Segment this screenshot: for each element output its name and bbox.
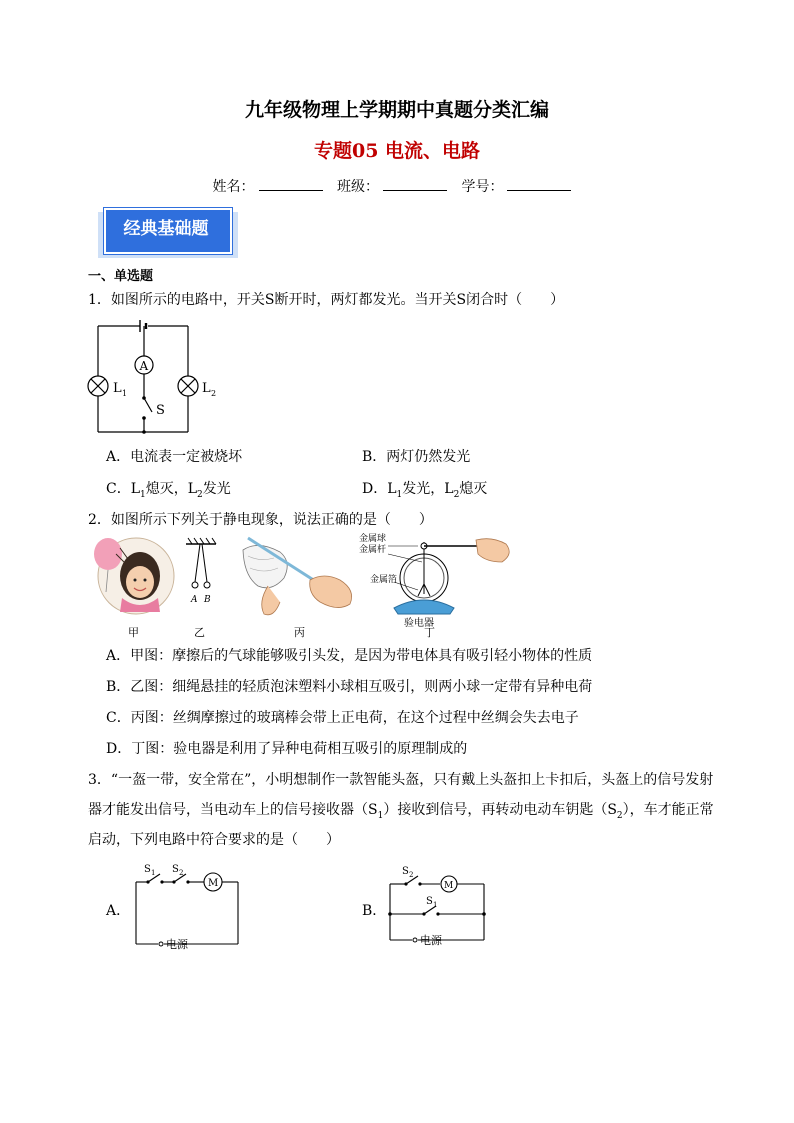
metal-ball-label: 金属球: [359, 534, 387, 544]
section-title: 一、单选题: [88, 269, 154, 284]
q3-line2: [88, 800, 714, 826]
figure-ding: [388, 539, 509, 614]
figure-bing: [243, 538, 352, 615]
page-subtitle: 专题05 电流、电路: [313, 140, 481, 162]
switch-label: S: [156, 403, 165, 418]
q1-c-mid: 熄灭，L: [145, 481, 198, 497]
q1-d-sub2: 2: [453, 489, 460, 500]
figure-jia: [94, 538, 174, 614]
q3-option-a[interactable]: A．: [106, 903, 131, 919]
lamp2-label: L: [202, 381, 211, 396]
fig-ding-label: 丁: [424, 626, 435, 638]
q3-line2-mid: ）接收到信号，再转动电动车钥匙（S: [383, 802, 617, 818]
fig-yi-label: 乙: [194, 626, 205, 638]
a-power-label: 电源: [166, 938, 188, 951]
ammeter-label: A: [139, 359, 149, 373]
b-s1-label: S: [426, 896, 433, 907]
a-motor-label: M: [208, 878, 219, 889]
figure-yi: [186, 538, 216, 588]
name-label: 姓名：: [212, 179, 255, 195]
section-banner: [98, 208, 238, 258]
electroscope-label: 验电器: [404, 618, 434, 629]
q3-circuit-b[interactable]: [384, 862, 494, 950]
ball-a-label: A: [191, 595, 198, 605]
q1-option-d[interactable]: [362, 478, 487, 500]
q1-c-text: C．L: [106, 481, 141, 497]
b-power-label: 电源: [420, 934, 442, 947]
a-s1-sub: 1: [151, 869, 156, 877]
metal-rod-label: 金属杆: [359, 545, 387, 555]
q1-d-post: 熄灭: [459, 481, 488, 497]
a-s2-label: S: [172, 864, 179, 875]
q3-line2-sub1: 1: [377, 810, 384, 821]
student-info-line: [0, 176, 794, 196]
q3-circuit-a[interactable]: [126, 860, 246, 952]
q2-option-d[interactable]: D．丁图：验电器是利用了异种电荷相互吸引的原理制成的: [106, 741, 468, 757]
q2-option-b[interactable]: B．乙图：细绳悬挂的轻质泡沫塑料小球相互吸引，则两小球一定带有异种电荷: [106, 679, 593, 695]
q3-line3: 启动，下列电路中符合要求的是（ ）: [88, 832, 340, 848]
ball-b-label: B: [204, 595, 211, 605]
q1-c-post: 发光: [202, 481, 231, 497]
q1-option-b[interactable]: B．两灯仍然发光: [362, 449, 471, 465]
name-blank: [259, 178, 323, 191]
a-s1-label: S: [144, 864, 151, 875]
q1-option-c[interactable]: [106, 478, 231, 500]
q3-line1: 3．“一盔一带，安全常在”，小明想制作一款智能头盔，只有戴上头盔扣上卡扣后，头盔上的信号发射: [88, 772, 714, 788]
lamp2-sub: 2: [211, 389, 217, 398]
q2-stem: 2．如图所示下列关于静电现象，说法正确的是（ ）: [88, 512, 433, 528]
q1-d-sub1: 1: [396, 489, 403, 500]
q1-c-sub2: 2: [197, 489, 203, 500]
class-blank: [383, 178, 447, 191]
id-label: 学号：: [461, 179, 504, 195]
q2-figures: [88, 532, 528, 638]
q3-line2-sub2: 2: [616, 810, 623, 821]
metal-foil-label: 金属箔: [370, 575, 398, 585]
q1-c-sub1: 1: [140, 489, 146, 500]
q1-d-text: D．L: [362, 481, 397, 497]
page-title: 九年级物理上学期期中真题分类汇编: [244, 99, 549, 121]
fig-bing-label: 丙: [294, 626, 305, 638]
q1-circuit-diagram: [86, 318, 226, 440]
a-s2-sub: 2: [179, 869, 184, 877]
id-blank: [507, 178, 571, 191]
fig-jia-label: 甲: [128, 626, 139, 638]
b-s1-sub: 1: [433, 901, 438, 909]
class-label: 班级：: [337, 179, 379, 195]
q1-option-a[interactable]: A．电流表一定被烧坏: [106, 449, 243, 465]
q1-d-mid: 发光，L: [402, 481, 454, 497]
lamp1-label: L: [113, 381, 122, 396]
q2-option-c[interactable]: C．丙图：丝绸摩擦过的玻璃棒会带上正电荷，在这个过程中丝绸会失去电子: [106, 710, 579, 726]
b-s2-label: S: [402, 866, 409, 877]
q1-stem: 1．如图所示的电路中，开关S断开时，两灯都发光。当开关S闭合时（ ）: [88, 292, 565, 308]
q3-line2-post: ），车才能正常: [622, 802, 714, 818]
q2-option-a[interactable]: A．甲图：摩擦后的气球能够吸引头发，是因为带电体具有吸引轻小物体的性质: [106, 648, 593, 664]
q3-option-b[interactable]: B．: [362, 903, 387, 919]
banner-text: 经典基础题: [123, 219, 209, 239]
b-s2-sub: 2: [409, 871, 414, 879]
b-motor-label: M: [444, 881, 454, 891]
lamp1-sub: 1: [122, 389, 128, 398]
q3-line2-pre: 器才能发出信号，当电动车上的信号接收器（S: [88, 802, 378, 818]
